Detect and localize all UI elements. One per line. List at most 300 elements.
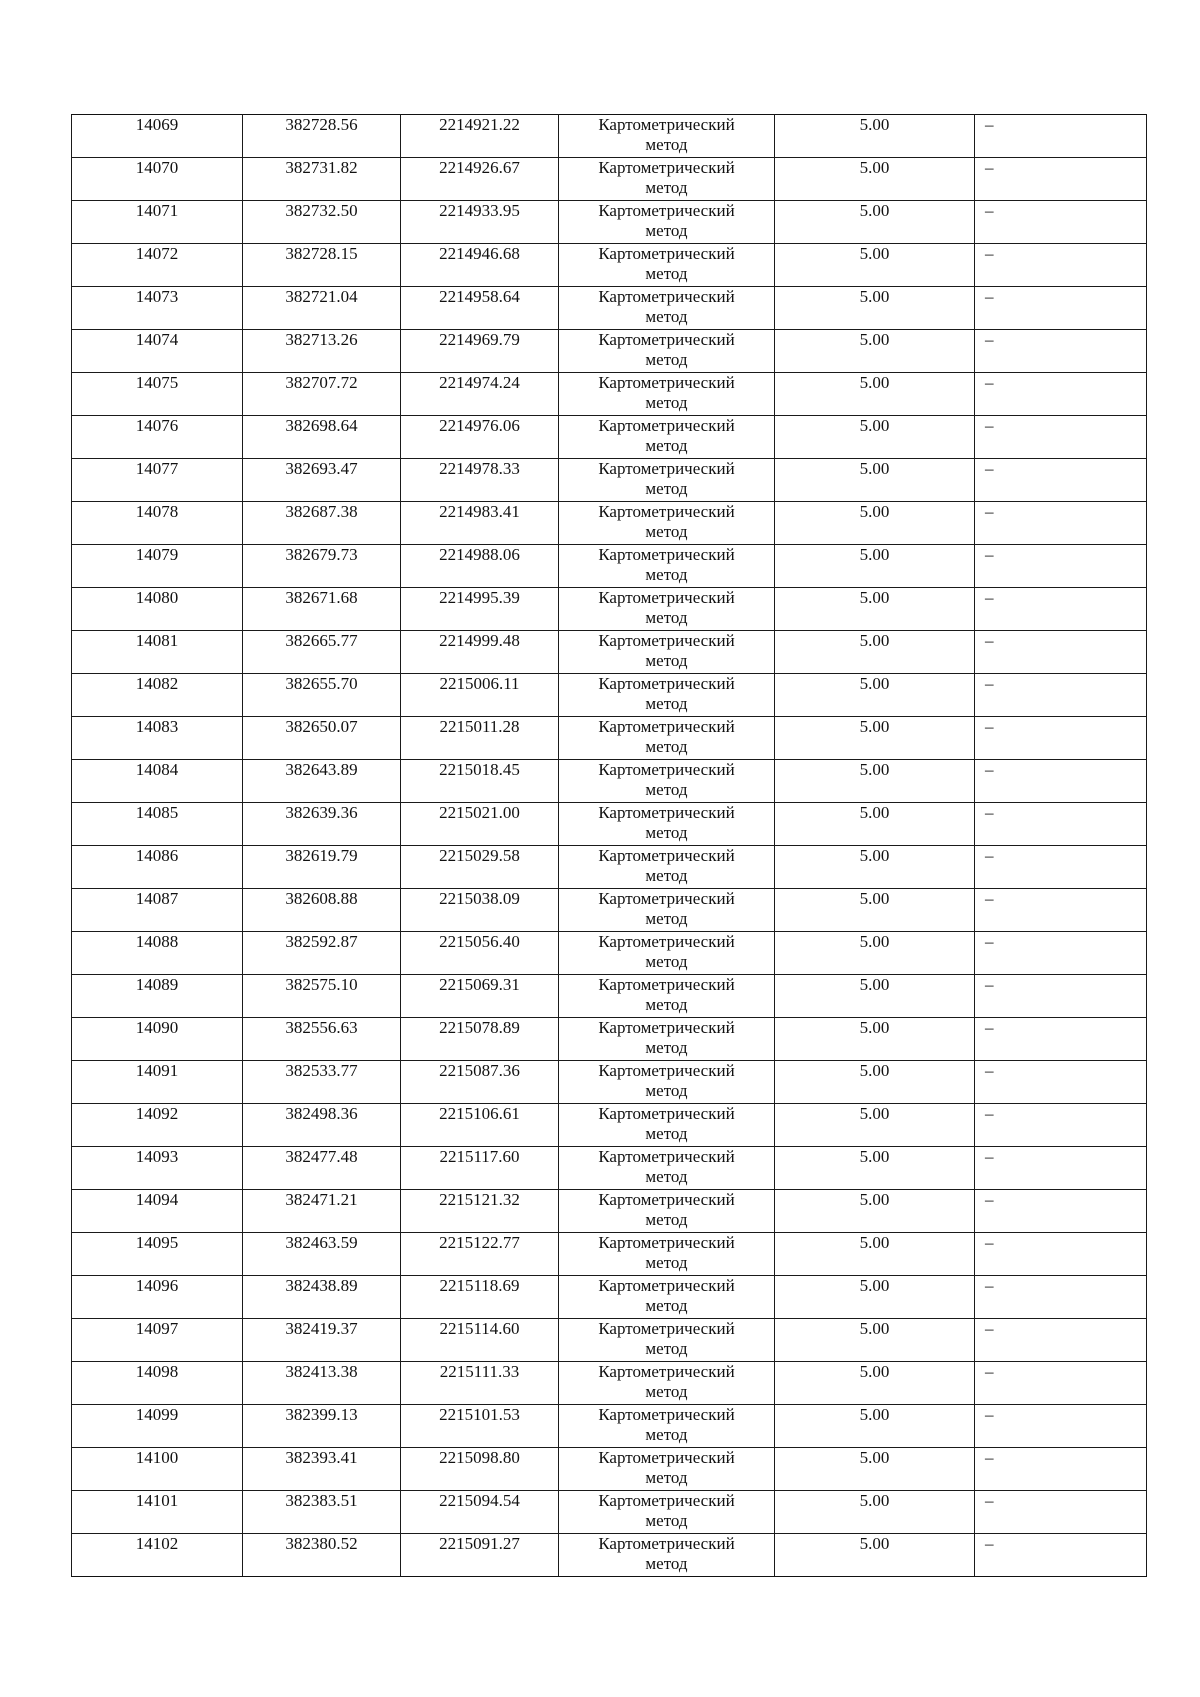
point-number-cell: 14085: [72, 803, 243, 846]
method-cell: [559, 1491, 775, 1534]
point-number-cell: 14072: [72, 244, 243, 287]
x-coordinate-cell: 382732.50: [243, 201, 401, 244]
point-number-cell: 14076: [72, 416, 243, 459]
x-coordinate-cell: 382477.48: [243, 1147, 401, 1190]
table-row: [72, 1190, 1147, 1233]
accuracy-cell: 5.00: [775, 588, 975, 631]
method-line-2: метод: [645, 307, 688, 326]
accuracy-cell: 5.00: [775, 1104, 975, 1147]
y-coordinate-cell: 2215111.33: [401, 1362, 559, 1405]
y-coordinate-cell: 2215121.32: [401, 1190, 559, 1233]
accuracy-cell: 5.00: [775, 1534, 975, 1577]
accuracy-cell: 5.00: [775, 287, 975, 330]
method-line-2: метод: [645, 1468, 688, 1487]
accuracy-cell: 5.00: [775, 674, 975, 717]
description-cell: –: [975, 1276, 1147, 1319]
point-number-cell: 14070: [72, 158, 243, 201]
table-row: [72, 1233, 1147, 1276]
point-number-cell: 14097: [72, 1319, 243, 1362]
method-line-2: метод: [645, 1210, 688, 1229]
point-number-cell: 14091: [72, 1061, 243, 1104]
table-body: [72, 115, 1147, 1577]
method-line-1: Картометрический: [598, 1147, 735, 1166]
accuracy-cell: 5.00: [775, 1319, 975, 1362]
description-cell: –: [975, 588, 1147, 631]
point-number-cell: 14095: [72, 1233, 243, 1276]
y-coordinate-cell: 2215122.77: [401, 1233, 559, 1276]
x-coordinate-cell: 382728.56: [243, 115, 401, 158]
x-coordinate-cell: 382575.10: [243, 975, 401, 1018]
description-cell: –: [975, 760, 1147, 803]
table-row: [72, 158, 1147, 201]
method-line-2: метод: [645, 866, 688, 885]
y-coordinate-cell: 2214958.64: [401, 287, 559, 330]
y-coordinate-cell: 2214926.67: [401, 158, 559, 201]
method-line-2: метод: [645, 1253, 688, 1272]
table-row: [72, 244, 1147, 287]
table-row: [72, 459, 1147, 502]
accuracy-cell: 5.00: [775, 158, 975, 201]
x-coordinate-cell: 382419.37: [243, 1319, 401, 1362]
y-coordinate-cell: 2215029.58: [401, 846, 559, 889]
y-coordinate-cell: 2214976.06: [401, 416, 559, 459]
accuracy-cell: 5.00: [775, 115, 975, 158]
table-row: [72, 1319, 1147, 1362]
point-number-cell: 14081: [72, 631, 243, 674]
method-cell: [559, 287, 775, 330]
method-line-2: метод: [645, 1339, 688, 1358]
method-cell: [559, 1534, 775, 1577]
accuracy-cell: 5.00: [775, 1405, 975, 1448]
accuracy-cell: 5.00: [775, 1276, 975, 1319]
y-coordinate-cell: 2214999.48: [401, 631, 559, 674]
table-row: [72, 588, 1147, 631]
description-cell: –: [975, 717, 1147, 760]
method-cell: [559, 717, 775, 760]
table-row: [72, 330, 1147, 373]
x-coordinate-cell: 382728.15: [243, 244, 401, 287]
description-cell: –: [975, 803, 1147, 846]
description-cell: –: [975, 1405, 1147, 1448]
method-line-2: метод: [645, 350, 688, 369]
description-cell: –: [975, 459, 1147, 502]
method-cell: [559, 1405, 775, 1448]
method-cell: [559, 803, 775, 846]
table-row: [72, 674, 1147, 717]
y-coordinate-cell: 2215078.89: [401, 1018, 559, 1061]
table-row: [72, 1405, 1147, 1448]
method-line-2: метод: [645, 995, 688, 1014]
x-coordinate-cell: 382643.89: [243, 760, 401, 803]
point-number-cell: 14078: [72, 502, 243, 545]
accuracy-cell: 5.00: [775, 545, 975, 588]
table-row: [72, 846, 1147, 889]
method-line-2: метод: [645, 952, 688, 971]
method-line-1: Картометрический: [598, 631, 735, 650]
method-line-1: Картометрический: [598, 1018, 735, 1037]
x-coordinate-cell: 382655.70: [243, 674, 401, 717]
method-line-2: метод: [645, 1167, 688, 1186]
y-coordinate-cell: 2215021.00: [401, 803, 559, 846]
x-coordinate-cell: 382619.79: [243, 846, 401, 889]
y-coordinate-cell: 2214974.24: [401, 373, 559, 416]
table-row: [72, 889, 1147, 932]
method-cell: [559, 201, 775, 244]
method-line-1: Картометрический: [598, 416, 735, 435]
method-line-1: Картометрический: [598, 674, 735, 693]
description-cell: –: [975, 1491, 1147, 1534]
description-cell: –: [975, 631, 1147, 674]
y-coordinate-cell: 2215118.69: [401, 1276, 559, 1319]
description-cell: –: [975, 115, 1147, 158]
accuracy-cell: 5.00: [775, 889, 975, 932]
point-number-cell: 14071: [72, 201, 243, 244]
table-row: [72, 1534, 1147, 1577]
table-row: [72, 545, 1147, 588]
x-coordinate-cell: 382713.26: [243, 330, 401, 373]
method-line-2: метод: [645, 823, 688, 842]
method-line-2: метод: [645, 135, 688, 154]
method-cell: [559, 889, 775, 932]
method-line-1: Картометрический: [598, 201, 735, 220]
x-coordinate-cell: 382592.87: [243, 932, 401, 975]
point-number-cell: 14094: [72, 1190, 243, 1233]
method-line-2: метод: [645, 1038, 688, 1057]
method-cell: [559, 1362, 775, 1405]
y-coordinate-cell: 2215091.27: [401, 1534, 559, 1577]
accuracy-cell: 5.00: [775, 201, 975, 244]
y-coordinate-cell: 2215006.11: [401, 674, 559, 717]
accuracy-cell: 5.00: [775, 502, 975, 545]
method-line-1: Картометрический: [598, 545, 735, 564]
description-cell: –: [975, 158, 1147, 201]
y-coordinate-cell: 2215106.61: [401, 1104, 559, 1147]
method-line-2: метод: [645, 479, 688, 498]
description-cell: –: [975, 932, 1147, 975]
y-coordinate-cell: 2214995.39: [401, 588, 559, 631]
description-cell: –: [975, 287, 1147, 330]
accuracy-cell: 5.00: [775, 1448, 975, 1491]
table-row: [72, 1018, 1147, 1061]
accuracy-cell: 5.00: [775, 1362, 975, 1405]
method-line-2: метод: [645, 393, 688, 412]
y-coordinate-cell: 2214983.41: [401, 502, 559, 545]
point-number-cell: 14069: [72, 115, 243, 158]
x-coordinate-cell: 382650.07: [243, 717, 401, 760]
y-coordinate-cell: 2215011.28: [401, 717, 559, 760]
accuracy-cell: 5.00: [775, 330, 975, 373]
method-cell: [559, 545, 775, 588]
description-cell: –: [975, 201, 1147, 244]
accuracy-cell: 5.00: [775, 459, 975, 502]
method-cell: [559, 330, 775, 373]
description-cell: –: [975, 1018, 1147, 1061]
y-coordinate-cell: 2215098.80: [401, 1448, 559, 1491]
table-row: [72, 1104, 1147, 1147]
method-line-2: метод: [645, 221, 688, 240]
accuracy-cell: 5.00: [775, 373, 975, 416]
method-line-1: Картометрический: [598, 1190, 735, 1209]
method-line-1: Картометрический: [598, 1319, 735, 1338]
table-row: [72, 1276, 1147, 1319]
method-cell: [559, 1448, 775, 1491]
description-cell: –: [975, 1448, 1147, 1491]
table-row: [72, 975, 1147, 1018]
method-cell: [559, 1190, 775, 1233]
accuracy-cell: 5.00: [775, 932, 975, 975]
accuracy-cell: 5.00: [775, 1147, 975, 1190]
x-coordinate-cell: 382498.36: [243, 1104, 401, 1147]
y-coordinate-cell: 2215117.60: [401, 1147, 559, 1190]
method-line-2: метод: [645, 565, 688, 584]
x-coordinate-cell: 382731.82: [243, 158, 401, 201]
method-cell: [559, 1319, 775, 1362]
method-line-1: Картометрический: [598, 115, 735, 134]
method-line-1: Картометрический: [598, 1233, 735, 1252]
y-coordinate-cell: 2215018.45: [401, 760, 559, 803]
point-number-cell: 14080: [72, 588, 243, 631]
method-line-2: метод: [645, 1382, 688, 1401]
y-coordinate-cell: 2215069.31: [401, 975, 559, 1018]
x-coordinate-cell: 382463.59: [243, 1233, 401, 1276]
method-cell: [559, 459, 775, 502]
accuracy-cell: 5.00: [775, 416, 975, 459]
method-cell: [559, 115, 775, 158]
method-cell: [559, 975, 775, 1018]
method-cell: [559, 502, 775, 545]
table-row: [72, 201, 1147, 244]
method-line-1: Картометрический: [598, 1061, 735, 1080]
x-coordinate-cell: 382671.68: [243, 588, 401, 631]
method-cell: [559, 416, 775, 459]
method-line-1: Картометрический: [598, 1534, 735, 1553]
method-cell: [559, 1104, 775, 1147]
point-number-cell: 14073: [72, 287, 243, 330]
method-line-2: метод: [645, 1296, 688, 1315]
method-line-2: метод: [645, 264, 688, 283]
point-number-cell: 14100: [72, 1448, 243, 1491]
accuracy-cell: 5.00: [775, 717, 975, 760]
table-row: [72, 932, 1147, 975]
y-coordinate-cell: 2214969.79: [401, 330, 559, 373]
point-number-cell: 14084: [72, 760, 243, 803]
description-cell: –: [975, 1534, 1147, 1577]
description-cell: –: [975, 1190, 1147, 1233]
point-number-cell: 14098: [72, 1362, 243, 1405]
method-line-1: Картометрический: [598, 1448, 735, 1467]
y-coordinate-cell: 2215114.60: [401, 1319, 559, 1362]
description-cell: –: [975, 889, 1147, 932]
method-cell: [559, 1061, 775, 1104]
method-cell: [559, 373, 775, 416]
method-line-2: метод: [645, 436, 688, 455]
x-coordinate-cell: 382687.38: [243, 502, 401, 545]
table-row: [72, 1491, 1147, 1534]
method-line-2: метод: [645, 737, 688, 756]
description-cell: –: [975, 416, 1147, 459]
method-cell: [559, 631, 775, 674]
point-number-cell: 14077: [72, 459, 243, 502]
point-number-cell: 14092: [72, 1104, 243, 1147]
description-cell: –: [975, 1104, 1147, 1147]
method-line-2: метод: [645, 1554, 688, 1573]
y-coordinate-cell: 2215087.36: [401, 1061, 559, 1104]
y-coordinate-cell: 2214921.22: [401, 115, 559, 158]
method-line-1: Картометрический: [598, 760, 735, 779]
method-line-1: Картометрический: [598, 244, 735, 263]
y-coordinate-cell: 2215056.40: [401, 932, 559, 975]
method-line-1: Картометрический: [598, 330, 735, 349]
method-cell: [559, 760, 775, 803]
point-number-cell: 14082: [72, 674, 243, 717]
point-number-cell: 14074: [72, 330, 243, 373]
accuracy-cell: 5.00: [775, 1491, 975, 1534]
table-row: [72, 717, 1147, 760]
table-row: [72, 631, 1147, 674]
x-coordinate-cell: 382380.52: [243, 1534, 401, 1577]
point-number-cell: 14075: [72, 373, 243, 416]
method-cell: [559, 158, 775, 201]
table-row: [72, 416, 1147, 459]
method-cell: [559, 1018, 775, 1061]
method-cell: [559, 244, 775, 287]
method-line-2: метод: [645, 1081, 688, 1100]
method-line-2: метод: [645, 1511, 688, 1530]
table-row: [72, 760, 1147, 803]
x-coordinate-cell: 382393.41: [243, 1448, 401, 1491]
accuracy-cell: 5.00: [775, 760, 975, 803]
description-cell: –: [975, 1061, 1147, 1104]
method-line-1: Картометрический: [598, 975, 735, 994]
x-coordinate-cell: 382665.77: [243, 631, 401, 674]
description-cell: –: [975, 975, 1147, 1018]
point-number-cell: 14087: [72, 889, 243, 932]
point-number-cell: 14090: [72, 1018, 243, 1061]
description-cell: –: [975, 1147, 1147, 1190]
method-line-1: Картометрический: [598, 1491, 735, 1510]
method-line-2: метод: [645, 780, 688, 799]
x-coordinate-cell: 382556.63: [243, 1018, 401, 1061]
method-line-1: Картометрический: [598, 717, 735, 736]
description-cell: –: [975, 1319, 1147, 1362]
method-line-1: Картометрический: [598, 158, 735, 177]
x-coordinate-cell: 382721.04: [243, 287, 401, 330]
table-row: [72, 373, 1147, 416]
table-row: [72, 115, 1147, 158]
x-coordinate-cell: 382679.73: [243, 545, 401, 588]
point-number-cell: 14101: [72, 1491, 243, 1534]
accuracy-cell: 5.00: [775, 1061, 975, 1104]
method-line-2: метод: [645, 1425, 688, 1444]
accuracy-cell: 5.00: [775, 1018, 975, 1061]
point-number-cell: 14079: [72, 545, 243, 588]
y-coordinate-cell: 2214946.68: [401, 244, 559, 287]
description-cell: –: [975, 545, 1147, 588]
method-line-1: Картометрический: [598, 846, 735, 865]
description-cell: –: [975, 846, 1147, 889]
method-cell: [559, 1233, 775, 1276]
accuracy-cell: 5.00: [775, 1233, 975, 1276]
table-row: [72, 287, 1147, 330]
x-coordinate-cell: 382533.77: [243, 1061, 401, 1104]
description-cell: –: [975, 373, 1147, 416]
method-cell: [559, 588, 775, 631]
x-coordinate-cell: 382698.64: [243, 416, 401, 459]
x-coordinate-cell: 382383.51: [243, 1491, 401, 1534]
description-cell: –: [975, 502, 1147, 545]
x-coordinate-cell: 382693.47: [243, 459, 401, 502]
table-row: [72, 1448, 1147, 1491]
point-number-cell: 14102: [72, 1534, 243, 1577]
method-line-1: Картометрический: [598, 1104, 735, 1123]
table-row: [72, 1147, 1147, 1190]
method-line-2: метод: [645, 909, 688, 928]
method-line-1: Картометрический: [598, 588, 735, 607]
description-cell: –: [975, 330, 1147, 373]
x-coordinate-cell: 382413.38: [243, 1362, 401, 1405]
table-row: [72, 1061, 1147, 1104]
accuracy-cell: 5.00: [775, 803, 975, 846]
method-line-2: метод: [645, 608, 688, 627]
description-cell: –: [975, 1362, 1147, 1405]
y-coordinate-cell: 2215038.09: [401, 889, 559, 932]
method-line-1: Картометрический: [598, 932, 735, 951]
method-cell: [559, 674, 775, 717]
method-line-2: метод: [645, 178, 688, 197]
y-coordinate-cell: 2215101.53: [401, 1405, 559, 1448]
method-cell: [559, 846, 775, 889]
coordinates-table: [71, 114, 1147, 1577]
accuracy-cell: 5.00: [775, 244, 975, 287]
method-line-1: Картометрический: [598, 287, 735, 306]
y-coordinate-cell: 2214933.95: [401, 201, 559, 244]
point-number-cell: 14086: [72, 846, 243, 889]
x-coordinate-cell: 382438.89: [243, 1276, 401, 1319]
method-line-1: Картометрический: [598, 1276, 735, 1295]
method-cell: [559, 932, 775, 975]
point-number-cell: 14093: [72, 1147, 243, 1190]
point-number-cell: 14088: [72, 932, 243, 975]
table-row: [72, 1362, 1147, 1405]
x-coordinate-cell: 382639.36: [243, 803, 401, 846]
x-coordinate-cell: 382471.21: [243, 1190, 401, 1233]
method-line-2: метод: [645, 694, 688, 713]
y-coordinate-cell: 2215094.54: [401, 1491, 559, 1534]
table-row: [72, 502, 1147, 545]
point-number-cell: 14089: [72, 975, 243, 1018]
y-coordinate-cell: 2214988.06: [401, 545, 559, 588]
accuracy-cell: 5.00: [775, 631, 975, 674]
x-coordinate-cell: 382399.13: [243, 1405, 401, 1448]
description-cell: –: [975, 1233, 1147, 1276]
table-row: [72, 803, 1147, 846]
x-coordinate-cell: 382707.72: [243, 373, 401, 416]
method-line-1: Картометрический: [598, 803, 735, 822]
point-number-cell: 14083: [72, 717, 243, 760]
y-coordinate-cell: 2214978.33: [401, 459, 559, 502]
accuracy-cell: 5.00: [775, 975, 975, 1018]
method-line-1: Картометрический: [598, 1362, 735, 1381]
method-line-2: метод: [645, 651, 688, 670]
x-coordinate-cell: 382608.88: [243, 889, 401, 932]
method-line-1: Картометрический: [598, 502, 735, 521]
method-line-1: Картометрический: [598, 1405, 735, 1424]
accuracy-cell: 5.00: [775, 1190, 975, 1233]
method-line-1: Картометрический: [598, 889, 735, 908]
description-cell: –: [975, 674, 1147, 717]
method-line-2: метод: [645, 1124, 688, 1143]
method-line-2: метод: [645, 522, 688, 541]
